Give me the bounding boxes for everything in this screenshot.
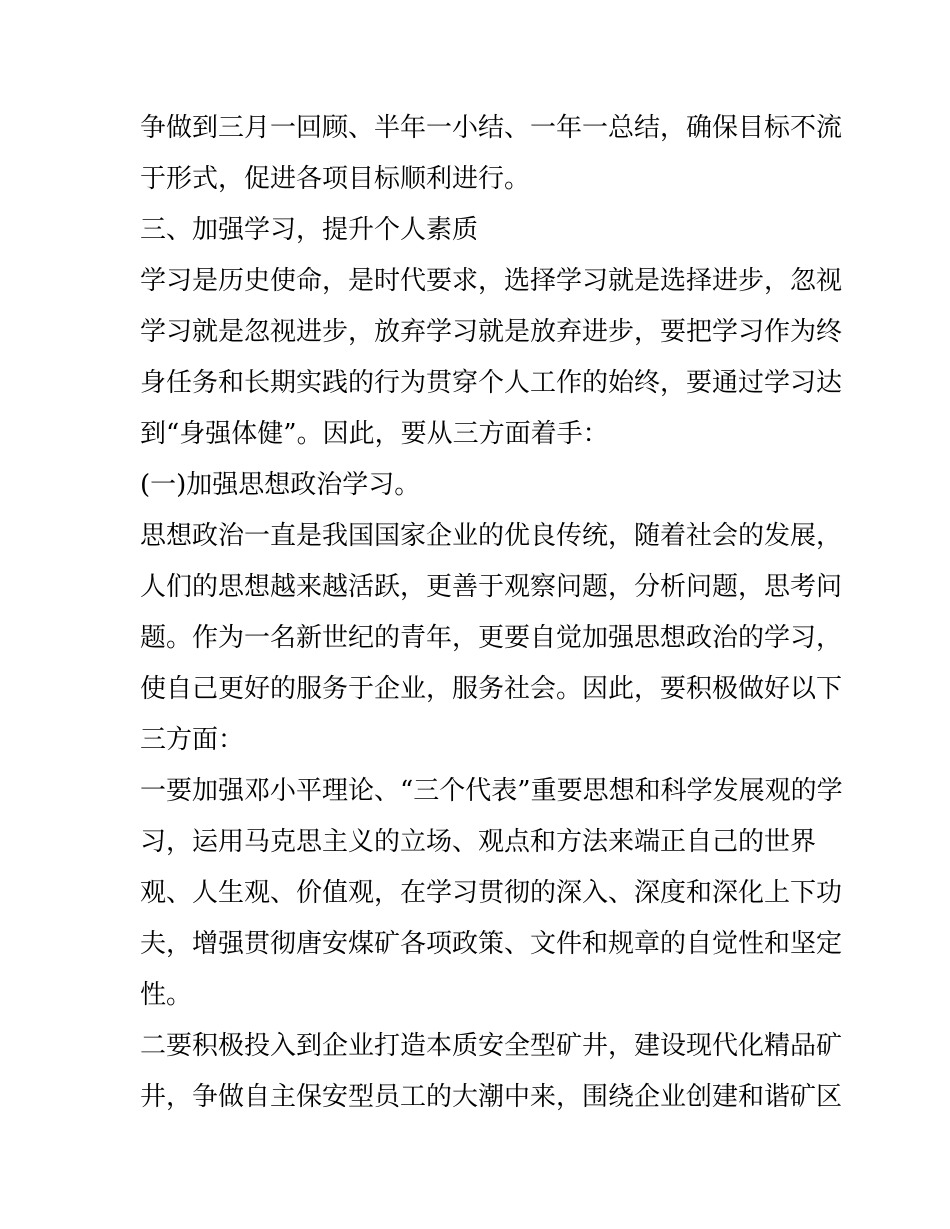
text-line: 人们的思想越来越活跃，更善于观察问题，分析问题，思考问 <box>140 572 843 602</box>
text-line: 二要积极投入到企业打造本质安全型矿井，建设现代化精品矿 <box>140 1031 843 1061</box>
text-line: 题。作为一名新世纪的青年，更要自觉加强思想政治的学习， <box>140 623 843 653</box>
text-line: 学习是历史使命，是时代要求，选择学习就是选择进步，忽视 <box>140 266 843 296</box>
text-line: 争做到三月一回顾、半年一小结、一年一总结，确保目标不流 <box>140 113 843 143</box>
section-heading: 三、加强学习，提升个人素质 <box>140 215 479 245</box>
text-line: 一要加强邓小平理论、“三个代表”重要思想和科学发展观的学 <box>140 776 843 806</box>
text-line: 夫，增强贯彻唐安煤矿各项政策、文件和规章的自觉性和坚定 <box>140 929 843 959</box>
subsection-heading: (一)加强思想政治学习。 <box>140 470 421 500</box>
text-line: 于形式，促进各项目标顺利进行。 <box>140 164 531 194</box>
text-line: 到“身强体健”。因此，要从三方面着手： <box>140 419 609 449</box>
document-body <box>140 103 843 1123</box>
text-line: 井，争做自主保安型员工的大潮中来，围绕企业创建和谐矿区 <box>140 1082 843 1112</box>
text-line: 观、人生观、价值观，在学习贯彻的深入、深度和深化上下功 <box>140 878 843 908</box>
text-line: 三方面： <box>140 725 245 755</box>
text-line: 使自己更好的服务于企业，服务社会。因此，要积极做好以下 <box>140 674 843 704</box>
text-line: 思想政治一直是我国国家企业的优良传统，随着社会的发展， <box>140 521 843 551</box>
text-line: 身任务和长期实践的行为贯穿个人工作的始终，要通过学习达 <box>140 368 843 398</box>
text-line: 习，运用马克思主义的立场、观点和方法来端正自己的世界 <box>140 827 817 857</box>
text-line: 学习就是忽视进步，放弃学习就是放弃进步，要把学习作为终 <box>140 317 843 347</box>
text-line: 性。 <box>140 980 193 1010</box>
